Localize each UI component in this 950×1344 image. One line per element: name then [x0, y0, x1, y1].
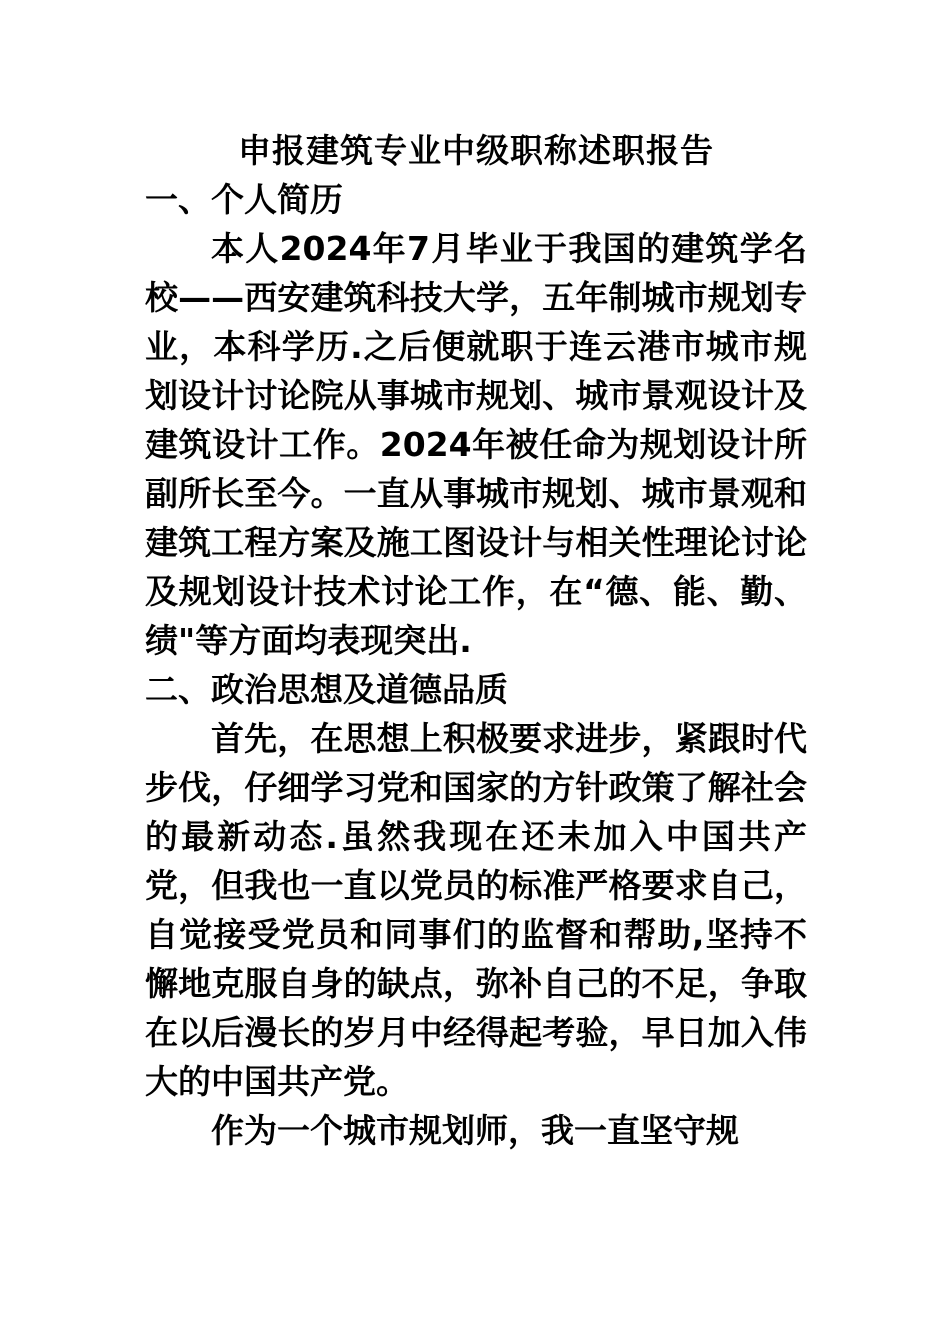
section-heading-political-thought: 二、政治思想及道德品质: [145, 670, 508, 709]
section-resume: [145, 175, 807, 665]
resume-paragraph: 本人2024年7月毕业于我国的建筑学名校——西安建筑科技大学，五年制城市规划专业，本科学历.之后便就职于连云港市城市规划设计讨论院从事城市规划、城市景观设计及建筑设计工作。2024年被任命为规划设计所副所长至今。一直从事城市规划、城市景观和建筑工程方案及施工图设计与相关性理论讨论及规划设计技术讨论工作，在“德、能、勤、绩"等方面均表现突出.: [145, 229, 807, 660]
document-title: 申报建筑专业中级职称述职报告: [238, 131, 714, 170]
political-paragraph-2: 作为一个城市规划师，我一直坚守规: [211, 1111, 739, 1150]
political-paragraph-1: 首先，在思想上积极要求进步，紧跟时代步伐，仔细学习党和国家的方针政策了解社会的最新动态.虽然我现在还未加入中国共产党，但我也一直以党员的标准严格要求自己，自觉接受党员和同事们的监督和帮助,坚持不懈地克服自身的缺点，弥补自己的不足，争取在以后漫长的岁月中经得起考验，早日加入伟大的中国共产党。: [145, 719, 807, 1101]
section-political-thought: [145, 665, 807, 1155]
document-page: [145, 126, 807, 1155]
section-heading-resume: 一、个人简历: [145, 180, 343, 219]
